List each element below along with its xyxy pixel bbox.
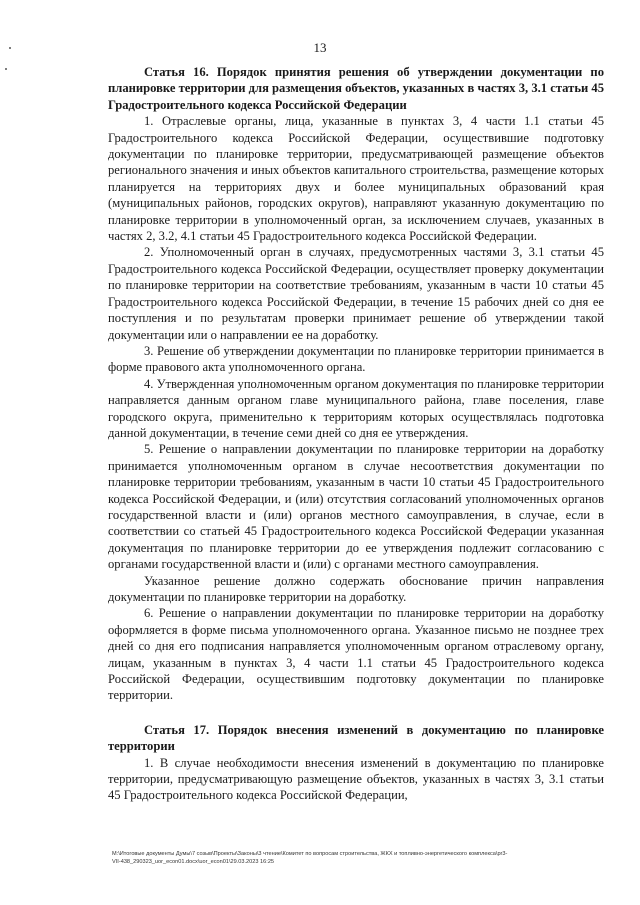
article-16-paragraph-6: 6. Решение о направлении документации по планировке территории на доработку оформляется в форме письма уполномоченного органа. Указанное письмо не позднее трех дней со дня его подписания направляется уполномоченным органом отраслевому органу, лицам, указанным в пунктах 3, 4 части 1.1 статьи 45 Градостроительного кодекса Российской Федерации, осуществившим подготовку документации по планировке территории.	[108, 606, 604, 703]
article-16-paragraph-3: 3. Решение об утверждении документации по планировке территории принимается в форме правового акта уполномоченного органа.	[108, 343, 604, 375]
footer-line-2: VII-438_290323_uor_econ01.docx\uor_econ01\29.03.2023 16:25	[112, 858, 275, 865]
scan-speck	[5, 68, 7, 70]
article-16-paragraph-1: 1. Отраслевые органы, лица, указанные в пунктах 3, 4 части 1.1 статьи 45 Градостроительного кодекса Российской Федерации, осуществившие подготовку документации по планировке территории, предусматривающей размещение объектов регионального значения и иных объектов капитального строительства, размещение которых планируется на территориях двух и более муниципальных образований края (муниципальных районов, городских округов), направляют указанную документацию по планировке территории в уполномоченный орган, за исключением случаев, указанных в частях 2, 3.2, 4.1 статьи 45 Градостроительного кодекса Российской Федерации.	[108, 114, 604, 244]
article-16-paragraph-5: 5. Решение о направлении документации по планировке территории на доработку принимается уполномоченным органом в случае несоответствия документации по планировке территории требованиям, указанным в части 10 статьи 45 Градостроительного кодекса Российской Федерации, и (или) отсутствия согласований уполномоченных органов государственной власти и (или) органов местного самоуправления, в случае, если в соответствии со статьей 45 Градостроительного кодекса Российской Федерации указанная документация по планировке территории до ее утверждения подлежит согласованию с органами государственной власти и (или) с органами местного самоуправления.	[108, 442, 604, 572]
article-16-paragraph-2: 2. Уполномоченный орган в случаях, предусмотренных частями 3, 3.1 статьи 45 Градостроительного кодекса Российской Федерации, осуществляет проверку документации по планировке территории на соответствие требованиям, указанным в части 10 статьи 45 Градостроительного кодекса Российской Федерации, в течение 15 рабочих дней со дня ее поступления и по результатам проверки принимает решение об утверждении такой документации или о направлении ее на доработку.	[108, 245, 604, 342]
page-number: 13	[313, 40, 327, 55]
document-body	[108, 64, 604, 804]
article-17-paragraph-1: 1. В случае необходимости внесения изменений в документацию по планировке территории, предусматривающую размещение объектов, указанных в частях 3, 3.1 статьи 45 Градостроительного кодекса Российской Федерации,	[108, 755, 604, 803]
article-16-paragraph-5-note: Указанное решение должно содержать обоснование причин направления документации по планировке территории на доработку.	[108, 573, 604, 604]
file-path-footer	[112, 851, 612, 866]
article-17-heading: Статья 17. Порядок внесения изменений в документацию по планировке территории	[108, 722, 604, 754]
footer-line-1: M:\Итоговые документы Думы\7 созыв\Проекты\Законы\3 чтение\Комитет по вопросам строительства, ЖКХ и топливно-энергетического комплекса\pr3-	[112, 851, 508, 857]
article-16-paragraph-4: 4. Утвержденная уполномоченным органом документация по планировке территории направляется данным органом главе муниципального района, главе поселения, главе городского округа, применительно к территориям которых осуществлялась подготовка данной документации, в течение семи дней со дня ее утверждения.	[108, 376, 604, 440]
article-16-heading: Статья 16. Порядок принятия решения об утверждении документации по планировке территории для размещения объектов, указанных в частях 3, 3.1 статьи 45 Градостроительного кодекса Российской Федерации	[108, 65, 604, 112]
